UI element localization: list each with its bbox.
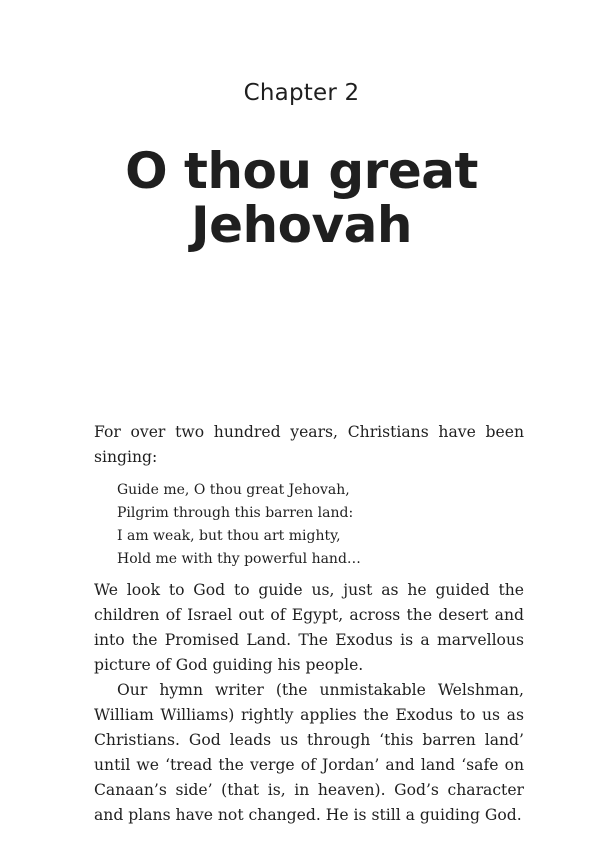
chapter-title-line-1: O thou great bbox=[125, 142, 478, 200]
hymn-quote bbox=[117, 479, 524, 571]
hymn-line: Guide me, O thou great Jehovah, bbox=[117, 482, 350, 498]
body-paragraph: Our hymn writer (the unmistakable Welshman, William Williams) rightly applies the Exodus to us as Christians. God leads us through ‘this barren land’ until we ‘tread the verge of Jordan’ and land ‘safe on Canaan’s side’ (that is, in heaven). God’s character and plans have not changed. He is still a guiding God. bbox=[94, 681, 524, 824]
chapter-title bbox=[0, 144, 603, 252]
chapter-title-line-2: Jehovah bbox=[191, 196, 412, 254]
body-paragraph: We look to God to guide us, just as he guided the children of Israel out of Egypt, across the desert and into the Promised Land. The Exodus is a marvellous picture of God guiding his people. bbox=[94, 581, 524, 674]
chapter-number: Chapter 2 bbox=[243, 80, 360, 106]
hymn-line: I am weak, but thou art mighty, bbox=[117, 528, 341, 544]
hymn-line: Pilgrim through this barren land: bbox=[117, 505, 354, 521]
body-text bbox=[94, 420, 524, 828]
hymn-line: Hold me with thy powerful hand… bbox=[117, 551, 361, 567]
intro-paragraph: For over two hundred years, Christians have been singing: bbox=[94, 423, 524, 466]
